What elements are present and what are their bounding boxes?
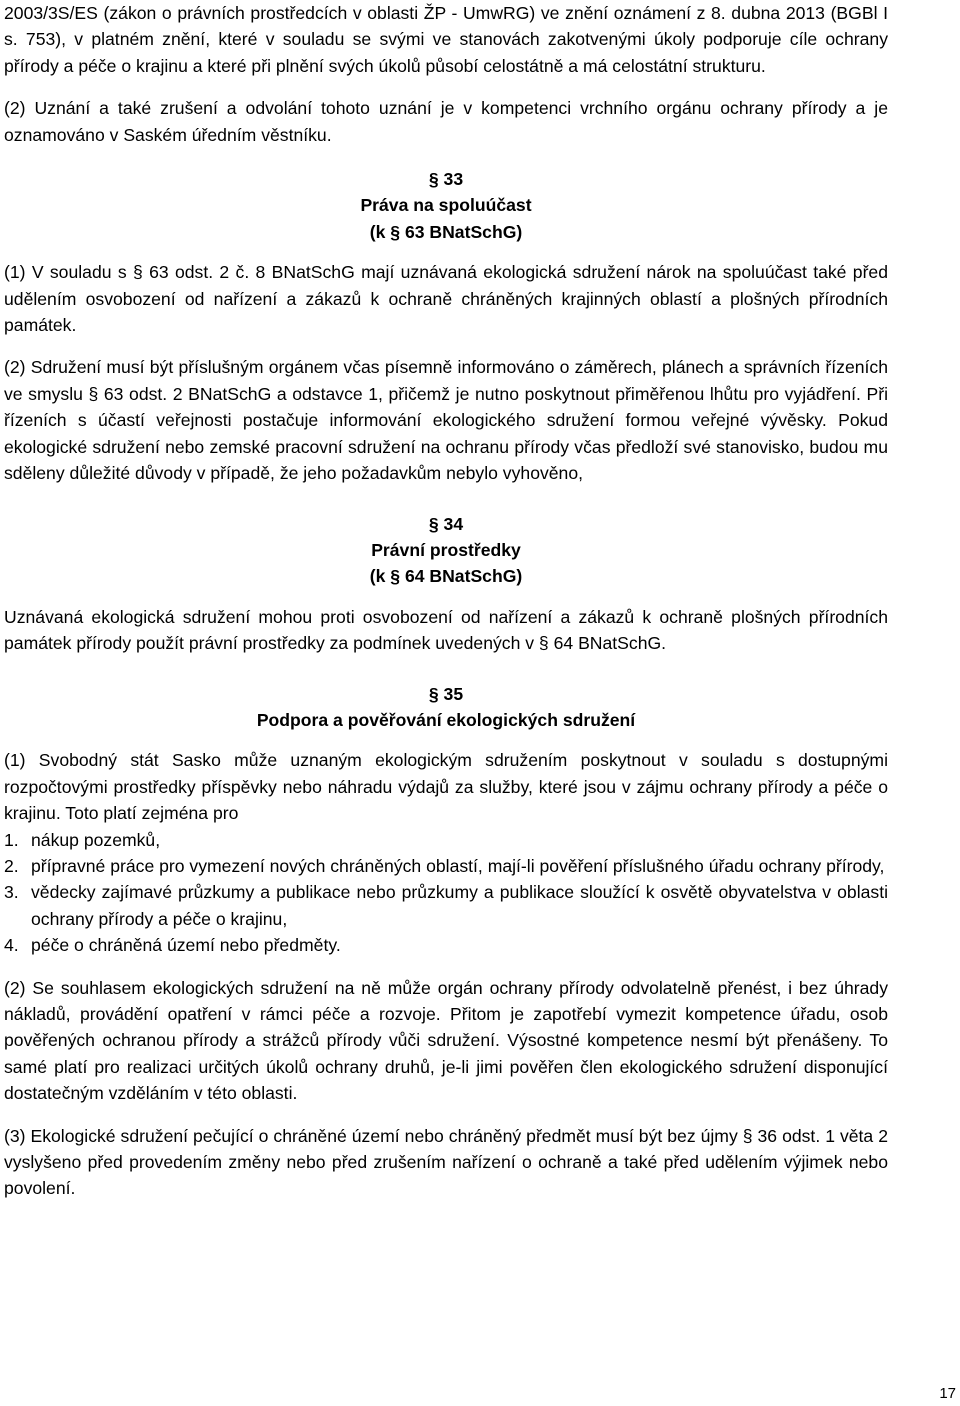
section-number: § 33 — [428, 169, 464, 190]
section-34-heading — [4, 511, 888, 590]
section-title: Právní prostředky — [371, 539, 521, 560]
section-35-paragraph-3: (3) Ekologické sdružení pečující o chráněné území nebo chráněný předmět musí být bez újmy § 36 odst. 1 věta 2 vyslyšeno před provedením změny nebo před zrušením nařízení o ochraně a také před udělením výjimek nebo povolení. — [4, 1125, 888, 1199]
section-reference: (k § 64 BNatSchG) — [369, 566, 523, 587]
paragraph-recognition: (2) Uznání a také zrušení a odvolání tohoto uznání je v kompetenci vrchního orgánu ochrany přírody a je oznamováno v Saském úředním věstníku. — [4, 98, 888, 145]
list-number: 2. — [4, 855, 19, 876]
list-number: 1. — [4, 829, 19, 850]
section-35-heading — [4, 681, 888, 734]
list-number: 3. — [4, 882, 19, 903]
list-text: přípravné práce pro vymezení nových chráněných oblastí, mají-li pověření příslušného úřadu ochrany přírody, — [31, 855, 885, 876]
section-33-paragraph-1: (1) V souladu s § 63 odst. 2 č. 8 BNatSchG mají uznávaná ekologická sdružení nárok na spoluúčast také před udělením osvobození od nařízení a zákazů k ochraně chráněných krajinných oblastí a plošných přírodních památek. — [4, 262, 888, 336]
section-title: Podpora a pověřování ekologických sdružení — [256, 709, 636, 730]
list-item — [4, 879, 888, 932]
intro-paragraph: 2003/3S/ES (zákon o právních prostředcích v oblasti ŽP - UmwRG) ve znění oznámení z 8. dubna 2013 (BGBl I s. 753), v platném znění, které v souladu se svými ve stanovách zakotvenými úkoly podporuje cíle ochrany přírody a péče o krajinu a které při plnění svých úkolů působí celostátně a má celostátní strukturu. — [4, 3, 888, 76]
list-item — [4, 853, 888, 879]
section-title: Práva na spoluúčast — [360, 195, 532, 216]
list-text: nákup pozemků, — [31, 829, 161, 850]
section-35-paragraph-2: (2) Se souhlasem ekologických sdružení na ně může orgán ochrany přírody odvolatelně přenést, i bez úhrady nákladů, provádění opatření v rámci péče a rozvoje. Přitom je zapotřebí vymezit kompetence úřadu, osob pověřených ochranou přírody a strážců přírody vůči sdružení. Výsostné kompetence nesmí být přenášeny. To samé platí pro realizaci určitých úkolů ochrany druhů, je-li jimi pověřen člen ekologického sdružení disponující dostatečným vzděláním v této oblasti. — [4, 977, 888, 1104]
section-33-paragraph-2: (2) Sdružení musí být příslušným orgánem včas písemně informováno o záměrech, plánech a správních řízeních ve smyslu § 63 odst. 2 BNatSchG a odstavce 1, přičemž je nutno poskytnout přiměřenou lhůtu pro vyjádření. Při řízeních s účastí veřejnosti postačuje informování ekologického sdružení formou veřejné vývěsky. Pokud ekologické sdružení nebo zemské pracovní sdružení na ochranu přírody včas předloží své stanovisko, budou mu sděleny důležité důvody v případě, že jeho požadavkům nebylo vyhověno, — [4, 357, 888, 484]
list-item — [4, 932, 888, 958]
section-34-paragraph-1: Uznávaná ekologická sdružení mohou proti osvobození od nařízení a zákazů k ochraně plošných přírodních památek přírody použít právní prostředky za podmínek uvedených v § 64 BNatSchG. — [4, 606, 888, 654]
page-number: 17 — [939, 1385, 956, 1402]
section-reference: (k § 63 BNatSchG) — [369, 221, 523, 242]
list-item — [4, 827, 888, 853]
section-number: § 35 — [428, 683, 464, 704]
document-page — [4, 0, 888, 1202]
section-35-paragraph-1: (1) Svobodný stát Sasko může uznaným ekologickým sdružením poskytnout v souladu s dostupnými rozpočtovými prostředky příspěvky nebo náhradu výdajů za služby, které jsou v zájmu ochrany přírody a péče o krajinu. Toto platí zejména pro — [4, 750, 888, 824]
list-text: péče o chráněná území nebo předměty. — [31, 935, 341, 956]
list-text: vědecky zajímavé průzkumy a publikace nebo průzkumy a publikace sloužící k osvětě obyvatelstva v oblasti ochrany přírody a péče o krajinu, — [31, 882, 888, 929]
section-33-heading — [4, 166, 888, 245]
list-number: 4. — [4, 935, 19, 956]
section-35-list — [4, 827, 888, 959]
section-number: § 34 — [428, 513, 464, 534]
